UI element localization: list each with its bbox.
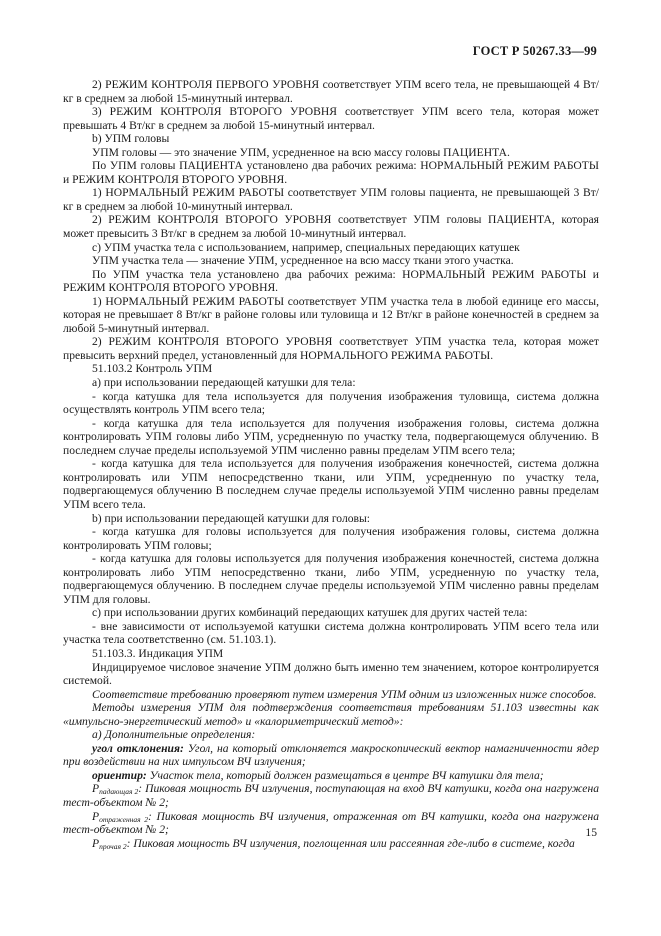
bullet-item: - когда катушка для головы используется для получения изображения головы, система должна контролировать УПМ головы;: [63, 525, 599, 552]
list-item-heading: a) при использовании передающей катушки для тела:: [92, 376, 356, 390]
power-symbol: P: [92, 809, 100, 823]
definition: [63, 742, 599, 769]
section-heading: 51.103.2 Контроль УПМ: [92, 362, 213, 376]
list-item-heading: b) при использовании передающей катушки для головы:: [92, 511, 371, 525]
definition-term: угол отклонения:: [92, 741, 184, 755]
paragraph: УПМ головы — это значение УПМ, усредненное на всю массу головы ПАЦИЕНТА.: [92, 145, 510, 159]
power-definition: [63, 810, 599, 837]
bullet-item: - вне зависимости от используемой катушки система должна контролировать УПМ всего тела или участка тела соответственно (см. 51.103.1).: [63, 619, 599, 647]
definition-term: ориентир:: [92, 768, 147, 782]
bullet-item: - когда катушка для тела используется для получения изображения головы, система должна контролировать УПМ головы либо УПМ, усредненную по участку тела, подвергающемуся облучению. В последнем случае пределы используемой УПМ численно равны пределам УПМ всего тела;: [63, 416, 599, 457]
list-item-heading: b) УПМ головы: [92, 132, 170, 146]
power-symbol: P: [92, 836, 100, 850]
list-item-heading: c) УПМ участка тела с использованием, например, специальных передающих катушек: [92, 240, 520, 254]
paragraph: 2) РЕЖИМ КОНТРОЛЯ ВТОРОГО УРОВНЯ соответствует УПМ участка тела, которая может превысить верхний предел, установленный для НОРМАЛЬНОГО РЕЖИМА РАБОТЫ.: [63, 335, 599, 362]
paragraph: По УПМ участка тела установлено два рабочих режима: НОРМАЛЬНЫЙ РЕЖИМ РАБОТЫ и РЕЖИМ КОНТРОЛЯ ВТОРОГО УРОВНЯ.: [63, 267, 599, 295]
document-body: [63, 78, 599, 850]
paragraph: 1) НОРМАЛЬНЫЙ РЕЖИМ РАБОТЫ соответствует УПМ участка тела в любой единице его массы, которая не превышает 8 Вт/кг в районе головы или туловища и 12 Вт/кг в районе конечностей в среднем за любой 5-минутный интервал.: [63, 294, 599, 335]
list-item-heading: a) Дополнительные определения:: [92, 728, 256, 742]
power-subscript: падающая 2: [99, 787, 139, 797]
paragraph: 1) НОРМАЛЬНЫЙ РЕЖИМ РАБОТЫ соответствует УПМ головы пациента, не превышающей 3 Вт/кг в среднем за любой 10-минутный интервал.: [63, 186, 599, 213]
paragraph: По УПМ головы ПАЦИЕНТА установлено два рабочих режима: НОРМАЛЬНЫЙ РЕЖИМ РАБОТЫ и РЕЖИМ КОНТРОЛЯ ВТОРОГО УРОВНЯ.: [63, 159, 599, 186]
definition-text: Угол, на который отклоняется макроскопический вектор намагниченности ядер при воздействии на них импульсом ВЧ излучения;: [63, 741, 599, 769]
power-subscript: прочая 2: [99, 841, 127, 851]
methods-note: Методы измерения УПМ для подтверждения соответствия требованиям 51.103 известны как «импульсно-энергетический метод» и «калориметрический метод»:: [63, 701, 599, 728]
power-definition: [63, 782, 599, 809]
power-text: : Пиковая мощность ВЧ излучения, отраженная от ВЧ катушки, когда она нагружена тест-объектом № 2;: [63, 809, 599, 837]
compliance-note: Соответствие требованию проверяют путем измерения УПМ одним из изложенных ниже способов.: [92, 687, 597, 701]
bullet-item: - когда катушка для тела используется для получения изображения туловища, система должна осуществлять контроль УПМ всего тела;: [63, 389, 599, 417]
definition: [63, 769, 599, 783]
power-symbol: P: [92, 782, 100, 796]
paragraph: 2) РЕЖИМ КОНТРОЛЯ ВТОРОГО УРОВНЯ соответствует УПМ головы ПАЦИЕНТА, которая может превысить 3 Вт/кг в среднем за любой 10-минутный интервал.: [63, 213, 599, 241]
power-definition: [63, 837, 599, 851]
power-text: : Пиковая мощность ВЧ излучения, поглощенная или рассеянная где-либо в системе, когда: [126, 836, 575, 850]
paragraph: УПМ участка тела — значение УПМ, усредненное на всю массу ткани этого участка.: [92, 254, 514, 268]
paragraph: 3) РЕЖИМ КОНТРОЛЯ ВТОРОГО УРОВНЯ соответствует УПМ всего тела, которая может превышать 4 Вт/кг в среднем за любой 15-минутный интервал.: [63, 105, 599, 132]
power-subscript: отраженная 2: [99, 814, 148, 824]
paragraph: Индицируемое числовое значение УПМ должно быть именно тем значением, которое контролируется системой.: [63, 660, 599, 688]
power-text: : Пиковая мощность ВЧ излучения, поступающая на вход ВЧ катушки, когда она нагружена тест-объектом № 2;: [63, 782, 599, 809]
definition-text: Участок тела, который должен размещаться в центре ВЧ катушки для тела;: [146, 768, 544, 782]
page-number: 15: [585, 826, 597, 839]
bullet-item: - когда катушка для головы используется для получения изображения конечностей, система должна контролировать либо УПМ непосредственно ткани, либо УПМ, усредненную по участку тела, подвергающемуся облучению. В последнем случае пределы используемой УПМ численно равны пределам УПМ для головы.: [63, 552, 599, 606]
paragraph: 2) РЕЖИМ КОНТРОЛЯ ПЕРВОГО УРОВНЯ соответствует УПМ всего тела, не превышающей 4 Вт/кг в среднем за любой 15-минутный интервал.: [63, 78, 599, 105]
section-heading: 51.103.3. Индикация УПМ: [92, 646, 224, 660]
standard-header: ГОСТ Р 50267.33—99: [472, 44, 597, 58]
bullet-item: - когда катушка для тела используется для получения изображения конечностей, система должна контролировать или УПМ непосредственно ткани, или УПМ, усредненную по участку тела, подвергающемуся облучению В последнем случае пределы используемой УПМ численно равны пределам УПМ всего тела.: [63, 457, 599, 511]
list-item-heading: c) при использовании других комбинаций передающих катушек для других частей тела:: [92, 606, 528, 620]
